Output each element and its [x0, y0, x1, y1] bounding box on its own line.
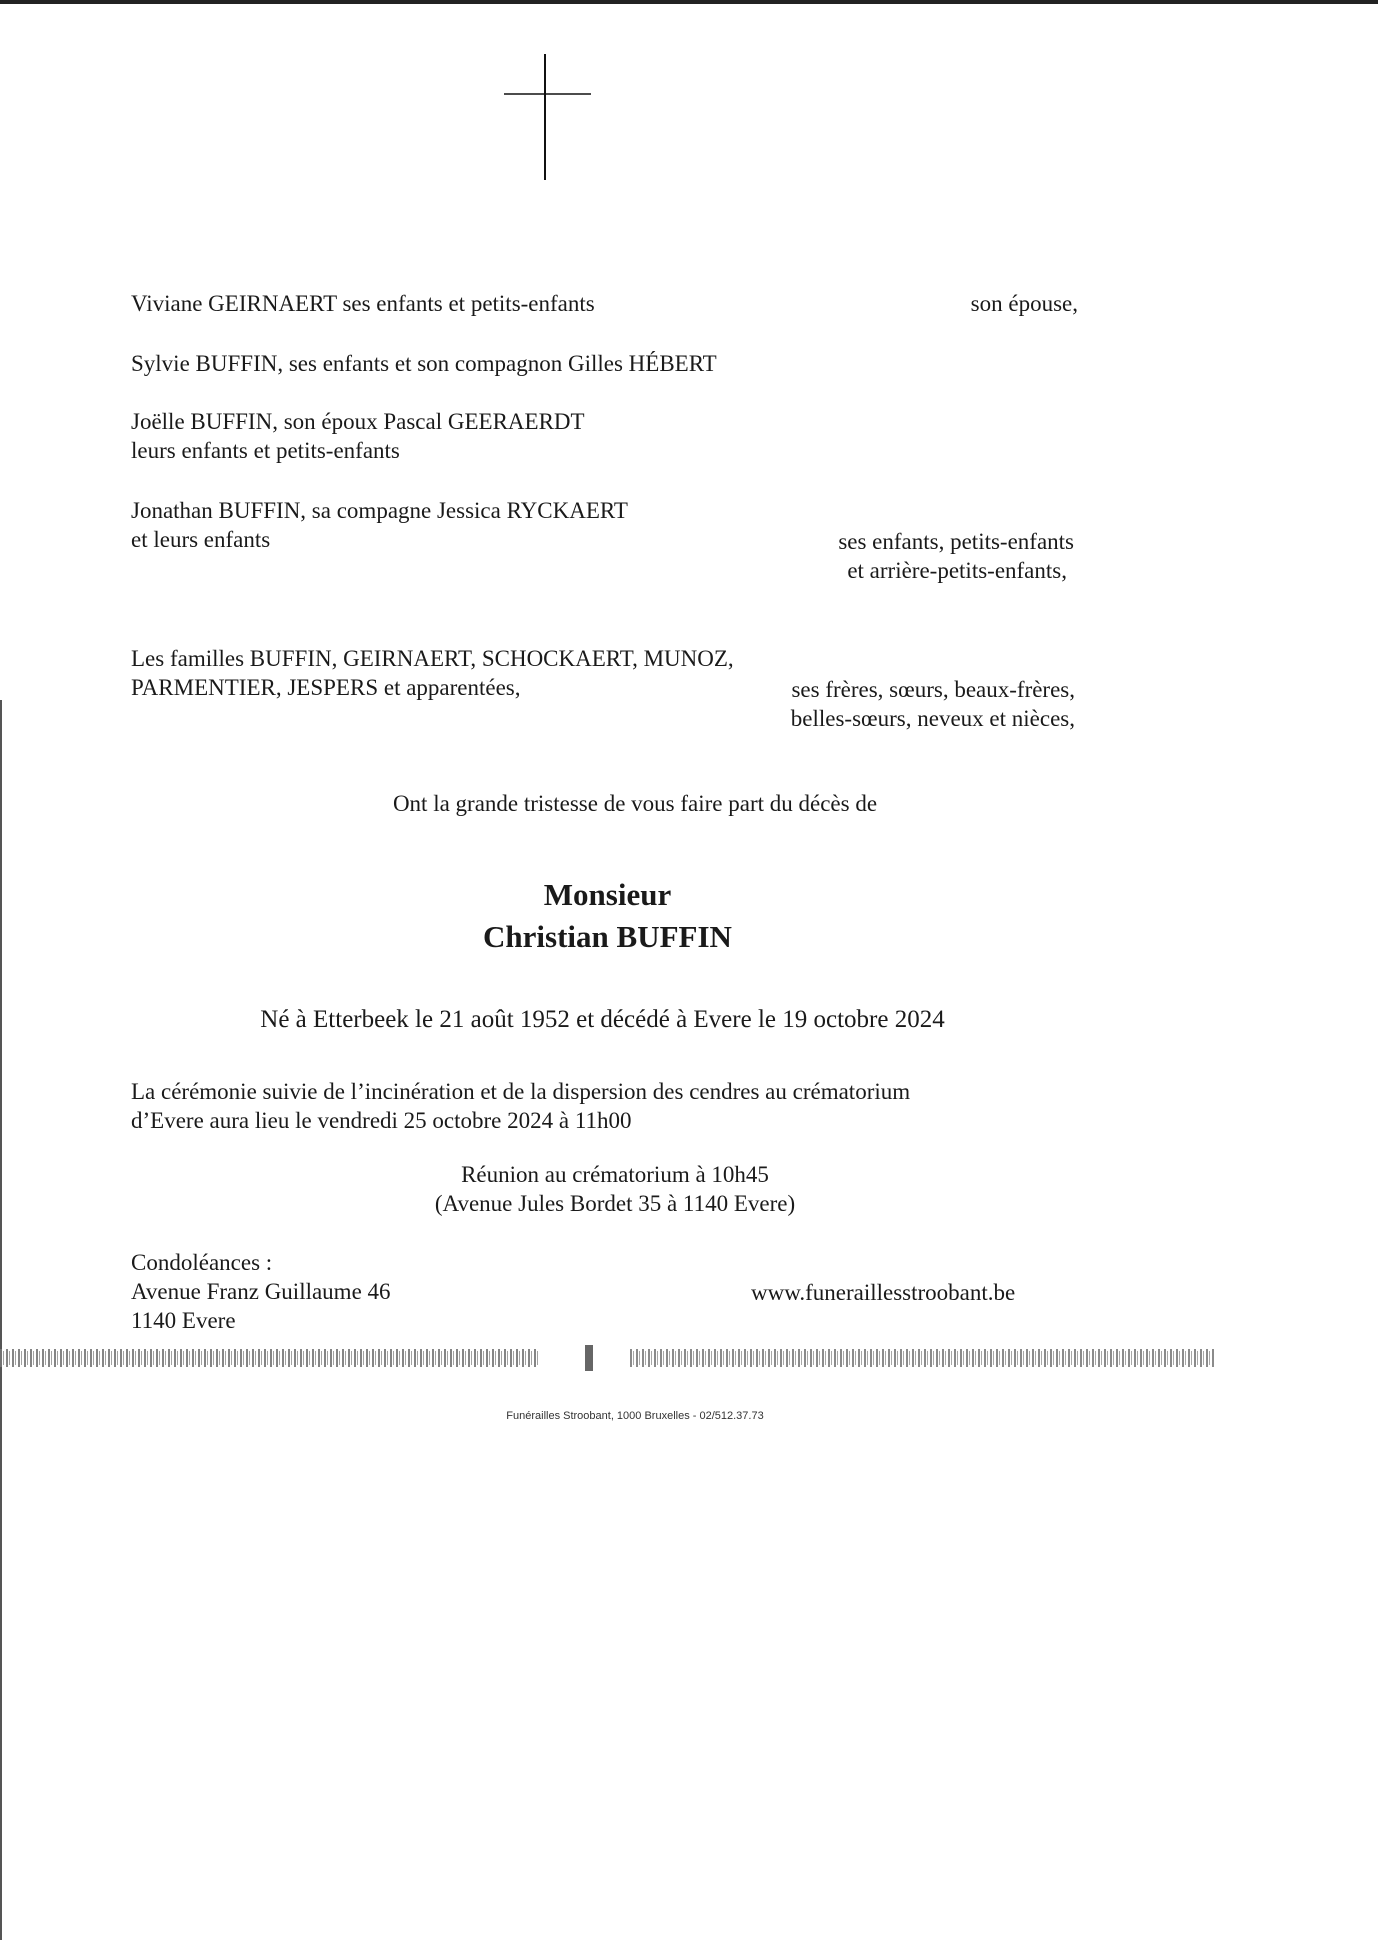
- scan-noise-strip: [0, 1343, 1215, 1373]
- website-link[interactable]: www.funeraillesstroobant.be: [751, 1280, 1016, 1305]
- family-line-sylvie: Sylvie BUFFIN, ses enfants et son compagnon Gilles HÉBERT: [131, 351, 717, 376]
- family-line-spouse: Viviane GEIRNAERT ses enfants et petits-enfants: [131, 291, 595, 316]
- relation-children: ses enfants, petits-enfants: [838, 529, 1074, 554]
- condolences-street: Avenue Franz Guillaume 46: [131, 1279, 391, 1304]
- deceased-block: [0, 874, 1215, 958]
- relation-spouse: son épouse,: [970, 291, 1078, 316]
- family-line-joelle: Joëlle BUFFIN, son époux Pascal GEERAERDT: [131, 409, 585, 434]
- family-line-families-2: PARMENTIER, JESPERS et apparentées,: [131, 675, 521, 700]
- relation-great-grandchildren: et arrière-petits-enfants,: [847, 558, 1067, 583]
- relation-nephews: belles-sœurs, neveux et nièces,: [790, 706, 1075, 731]
- ceremony-line-1: La cérémonie suivie de l’incinération et de la dispersion des cendres au crématorium: [131, 1079, 911, 1104]
- ceremony-line-2: d’Evere aura lieu le vendredi 25 octobre 2024 à 11h00: [131, 1108, 632, 1133]
- scan-top-edge: [0, 0, 1378, 4]
- condolences-label: Condoléances :: [131, 1250, 273, 1275]
- cross-icon: [500, 54, 600, 184]
- meeting-line-1: Réunion au crématorium à 10h45: [461, 1162, 769, 1187]
- footer-funeral-home: Funérailles Stroobant, 1000 Bruxelles - 02/512.37.73: [506, 1410, 764, 1422]
- deceased-name: Christian BUFFIN: [483, 919, 732, 954]
- condolences-city: 1140 Evere: [131, 1308, 236, 1333]
- family-line-jonathan-children: et leurs enfants: [131, 527, 271, 552]
- meeting-line-2: (Avenue Jules Bordet 35 à 1140 Evere): [434, 1191, 796, 1216]
- family-line-families: Les familles BUFFIN, GEIRNAERT, SCHOCKAERT, MUNOZ,: [131, 646, 734, 671]
- family-line-joelle-children: leurs enfants et petits-enfants: [131, 438, 400, 463]
- relation-siblings: ses frères, sœurs, beaux-frères,: [791, 677, 1075, 702]
- announcement: Ont la grande tristesse de vous faire part du décès de: [392, 791, 878, 816]
- family-line-jonathan: Jonathan BUFFIN, sa compagne Jessica RYCKAERT: [131, 498, 628, 523]
- deceased-title: Monsieur: [543, 877, 672, 912]
- birth-death-dates: Né à Etterbeek le 21 août 1952 et décédé à Evere le 19 octobre 2024: [260, 1006, 945, 1033]
